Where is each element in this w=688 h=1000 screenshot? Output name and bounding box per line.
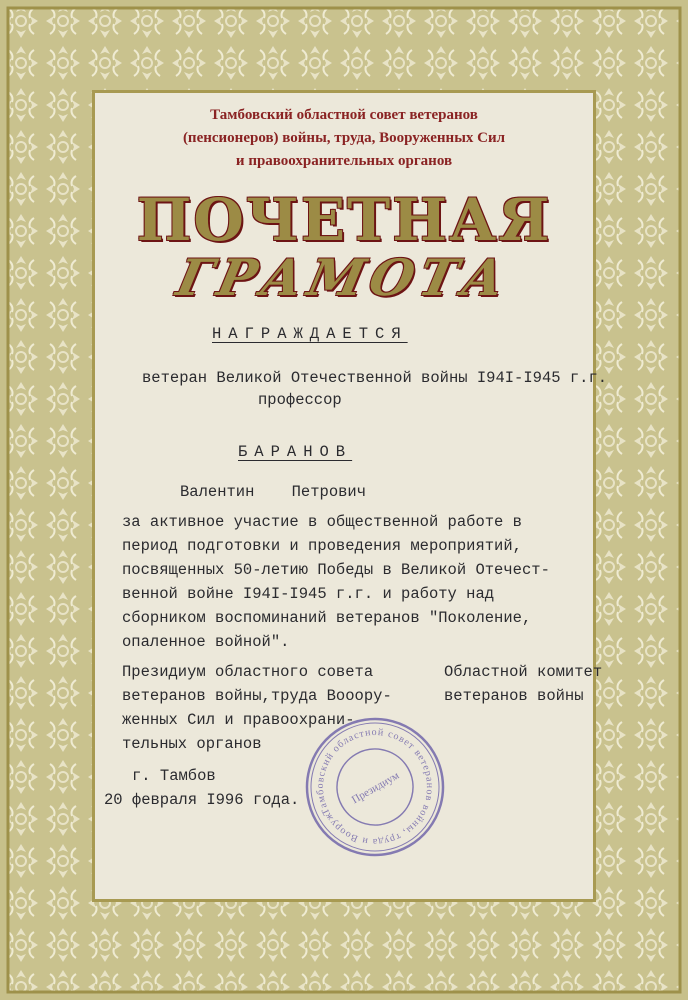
reason-line-6: опаленное войной".: [122, 633, 290, 651]
rank-line-1: ветеран Великой Отечественной войны I94I-I945 г.г.: [142, 369, 608, 387]
org-line-2: (пенсионеров) войны, труда, Вооруженных Сил: [182, 130, 506, 146]
title-gramota: ГРАМОТА: [171, 248, 517, 307]
given-names: Валентин Петрович: [180, 483, 367, 501]
reason-line-4: венной войне I94I-I945 г.г. и работу над: [122, 585, 495, 603]
reason-line-3: посвященных 50-летию Победы в Великой Отечест-: [122, 561, 550, 579]
reason-line-5: сборником воспоминаний ветеранов "Поколение,: [122, 609, 532, 627]
reason-line-1: за активное участие в общественной работе в: [122, 513, 522, 531]
signature-right-line-2: ветеранов войны: [444, 687, 584, 705]
surname: БАРАНОВ: [238, 443, 353, 461]
reason-line-2: период подготовки и проведения мероприятий,: [122, 537, 522, 555]
awarded-heading: НАГРАЖДАЕТСЯ: [212, 325, 408, 343]
signature-left-line-1: Президиум областного совета: [122, 663, 374, 681]
round-stamp: [300, 712, 450, 862]
signature-left-line-3: женных Сил и правоохрани-: [122, 711, 355, 729]
stamp-ring-text: Тамбовский областной совет ветеранов войны, труда и Вооруженных: [314, 726, 436, 848]
signature-left-line-4: тельных органов: [122, 735, 262, 753]
signature-right-line-1: Областной комитет: [444, 663, 603, 681]
city: г. Тамбов: [132, 767, 216, 785]
org-line-3: и правоохранительных органов: [235, 153, 453, 169]
stamp-center-text: Президиум: [349, 769, 402, 807]
signature-left-line-2: ветеранов войны,труда Вооору-: [122, 687, 392, 705]
rank-line-2: профессор: [258, 391, 342, 409]
org-line-1: Тамбовский областной совет ветеранов: [210, 107, 478, 123]
title-pochetnaya: ПОЧЕТНАЯ: [136, 186, 552, 254]
date: 20 февраля I996 года.: [104, 791, 300, 809]
